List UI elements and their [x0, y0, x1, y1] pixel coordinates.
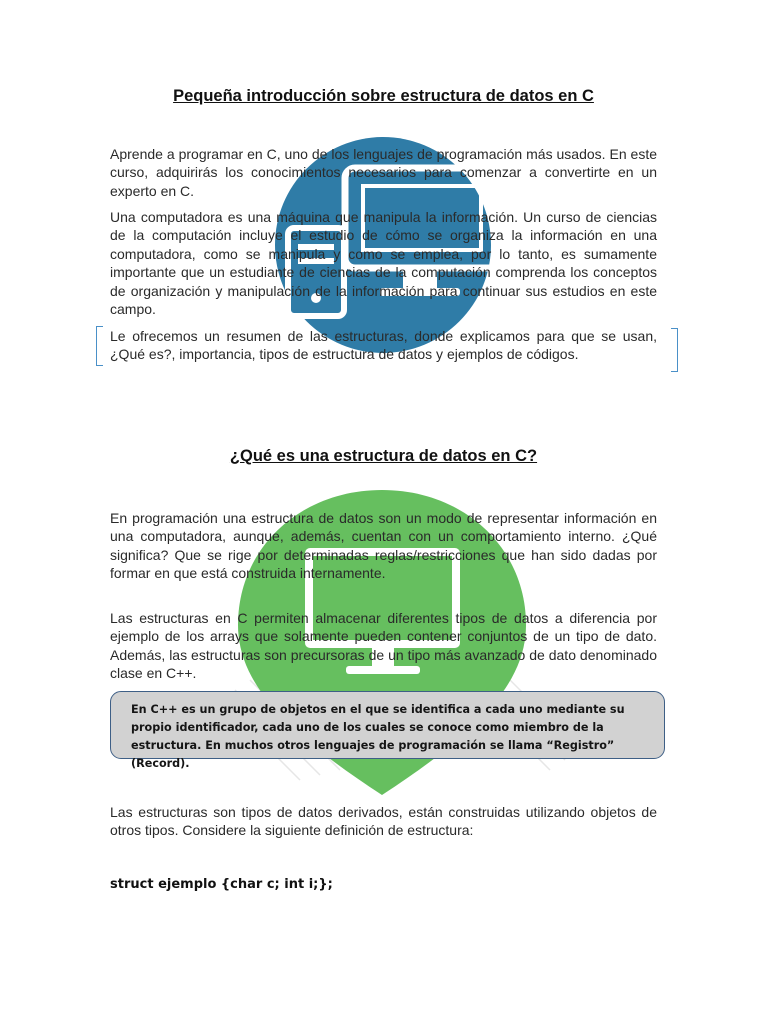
callout-box: [110, 691, 665, 770]
paragraph-intro-2: Una computadora es una máquina que manipula la información. Un curso de ciencias de la computación incluye el estudio de cómo se organiza la información en una computadora, como se manipula y como se emplea, por lo tanto, es sumamente importante que un estudiante de ciencias de la computación comprenda los conceptos de organización y manipulación de la información para continuar sus estudios en este campo.: [110, 209, 657, 318]
heading-intro: Pequeña introducción sobre estructura de datos en C: [173, 87, 594, 105]
paragraph-intro-3: Le ofrecemos un resumen de las estructuras, donde explicamos para que se usan, ¿Qué es?, importancia, tipos de estructura de datos y ejemplos de códigos.: [110, 328, 657, 363]
callout-text: En C++ es un grupo de objetos en el que se identifica a cada uno mediante su propio identificador, cada uno de los cuales se conoce como miembro de la estructura. En muchos otros lenguajes de programación se llama “Registro” (Record).: [131, 703, 625, 770]
paragraph-derived-types: Las estructuras son tipos de datos derivados, están construidas utilizando objetos de otros tipos. Considere la siguiente definición de estructura:: [110, 804, 657, 839]
paragraph-what-is-1: En programación una estructura de datos son un modo de representar información en una computadora, aunque, además, cuentan con un comportamiento interno. ¿Qué significa? Que se rige por determinadas reglas/restricciones que han sido dadas por formar en que está construida internamente.: [110, 510, 657, 582]
selection-bracket-right: [671, 328, 678, 372]
selection-bracket-left: [96, 326, 103, 366]
code-example: struct ejemplo {char c; int i;};: [110, 877, 333, 892]
heading-what-is: ¿Qué es una estructura de datos en C?: [229, 447, 538, 465]
paragraph-what-is-2: Las estructuras en C permiten almacenar diferentes tipos de datos a diferencia por ejemplo de los arrays que solamente pueden contener conjuntos de un tipo de dato. Además, las estructuras son precursoras de un tipo más avanzado de dato denominado clase en C++.: [110, 610, 657, 682]
paragraph-intro-1: Aprende a programar en C, uno de los lenguajes de programación más usados. En este curso, adquirirás los conocimientos necesarios para comenzar a convertirte en un experto en C.: [110, 146, 657, 199]
